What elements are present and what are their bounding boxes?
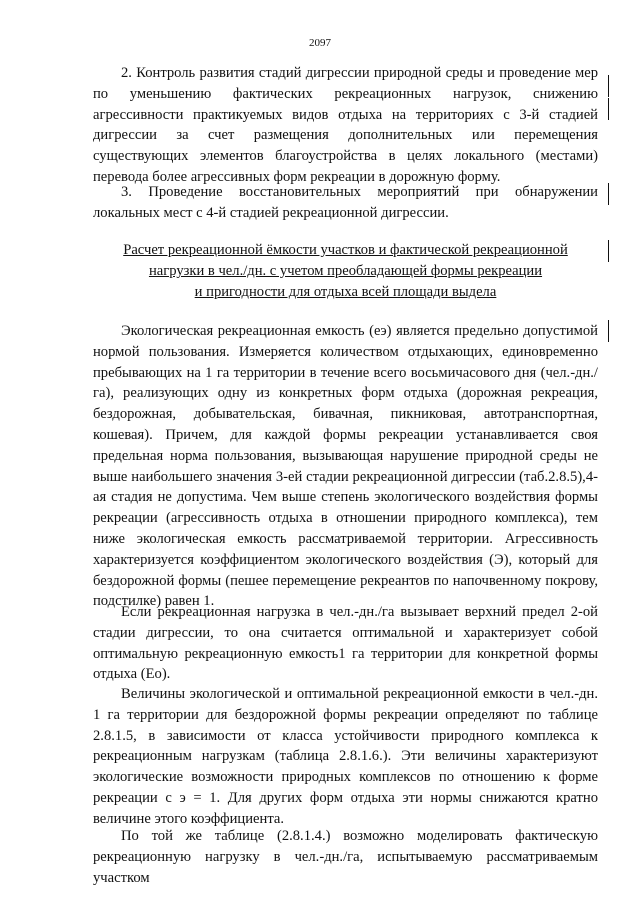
section-heading <box>93 240 598 303</box>
paragraph-optimal-capacity: Если рекреационная нагрузка в чел.-дн./га вызывает верхний предел 2-ой стадии дигрессии, то она считается оптимальной и характеризует собой оптимальную рекреационную емкость1 га территории для конкретной формы отдыха (Ео). <box>93 604 598 683</box>
heading-line-1: Расчет рекреационной ёмкости участков и фактической рекреационной <box>123 242 568 258</box>
margin-change-bar <box>608 98 609 120</box>
margin-change-bar <box>608 183 609 205</box>
margin-change-bar <box>608 75 609 97</box>
paragraph-actual-load: По той же таблице (2.8.1.4.) возможно моделировать фактическую рекреационную нагрузку в чел.-дн./га, испытываемую рассматриваемым участком <box>93 828 598 886</box>
margin-change-bar <box>608 240 609 262</box>
paragraph-restoration-measures: 3. Проведение восстановительных мероприятий при обнаружении локальных мест с 4-й стадией рекреационной дигрессии. <box>93 184 598 221</box>
paragraph-control-digression: 2. Контроль развития стадий дигрессии природной среды и проведение мер по уменьшению фактических рекреационных нагрузок, снижению агрессивности практикуемых видов отдыха на территориях с 3-й стадией дигрессии за счет размещения дополнительных или перемещения существующих элементов благоустройства в целях локального (местами) перевода более агрессивных форм рекреации в дорожную форму. <box>93 65 598 185</box>
heading-line-3: и пригодности для отдыха всей площади выдела <box>194 284 497 300</box>
paragraph-capacity-values: Величины экологической и оптимальной рекреационной емкости в чел.-дн. 1 га территории для бездорожной формы рекреации определяют по таблице 2.8.1.5, в зависимости от класса устойчивости природного комплекса к рекреационным нагрузкам (таблица 2.8.1.6.). Эти величины характеризуют экологические возможности природных комплексов по отношению к форме рекреации с э = 1. Для других форм отдыха эти нормы снижаются кратно величине этого коэффициента. <box>93 686 598 827</box>
page-number: 2097 <box>309 37 331 49</box>
paragraph-ecological-capacity: Экологическая рекреационная емкость (eэ) является предельно допустимой нормой пользования. Измеряется количеством отдыхающих, единовременно пребывающих на 1 га территории в течение всего восьмичасового дня (чел.-дн./га), реализующих одну из конкретных форм отдыха (дорожная рекреация, бездорожная, добывательская, бивачная, пикниковая, автотранспортная, кошевая). Причем, для каждой формы рекреации устанавливается своя предельная норма пользования, вызывающая нарушение природной среды не выше наибольшего значения 3-ей стадии рекреационной дигрессии (таб.2.8.5),4-ая стадия не допустима. Чем выше степень экологического воздействия формы рекреации (агрессивность отдыха в отношении природного комплекса), тем ниже экологическая емкость рассматриваемой территории. Агрессивность характеризуется коэффициентом экологического воздействия (Э), который для бездорожной формы (пешее перемещение рекреантов по напочвенному покрову, подстилке) равен 1. <box>93 323 598 610</box>
margin-change-bar <box>608 320 609 342</box>
heading-line-2: нагрузки в чел./дн. с учетом преобладающей формы рекреации <box>148 263 543 279</box>
